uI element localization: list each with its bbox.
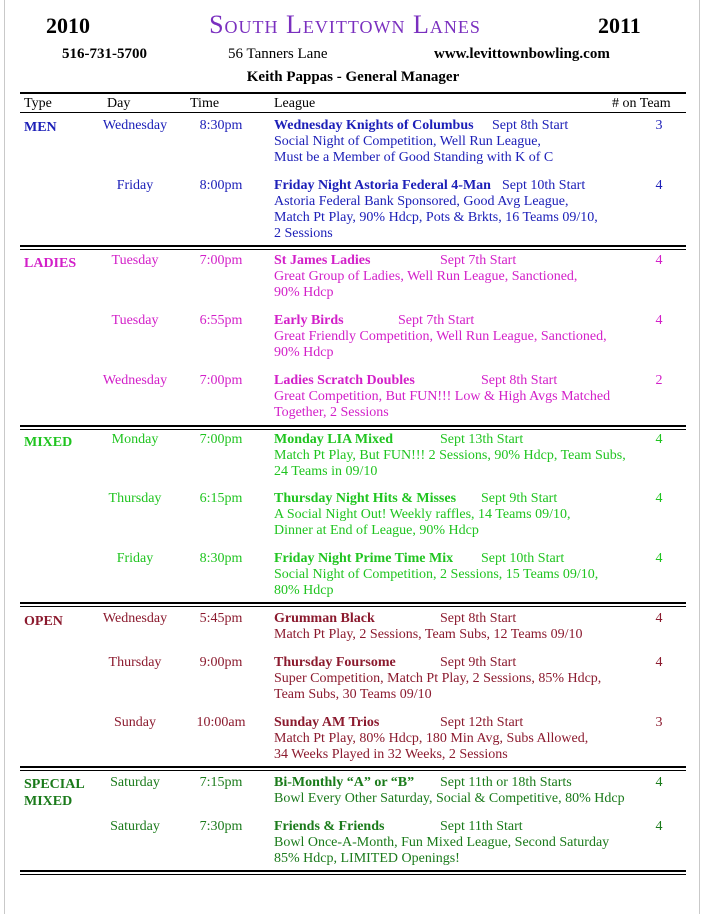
league-start: Sept 12th Start: [440, 715, 524, 730]
league-day: Wednesday: [102, 373, 168, 388]
league-day: Friday: [116, 178, 154, 193]
description-line: 90% Hdcp: [274, 345, 334, 360]
header-rule-top: [20, 92, 686, 94]
address: 56 Tanners Lane: [228, 46, 328, 62]
description-line: Must be a Member of Good Standing with K of C: [274, 150, 554, 165]
description-line: 85% Hdcp, LIMITED Openings!: [274, 851, 460, 866]
description-line: 90% Hdcp: [274, 285, 334, 300]
description-line: Great Friendly Competition, Well Run League, Sanctioned,: [274, 329, 607, 344]
league-description: [274, 507, 654, 539]
description-line: Bowl Once-A-Month, Fun Mixed League, Second Saturday: [274, 835, 610, 850]
year-right: 2011: [598, 13, 641, 38]
league-description: [274, 791, 654, 807]
general-manager: Keith Pappas - General Manager: [246, 69, 460, 85]
league-time: 8:30pm: [199, 118, 243, 133]
type-label-line: SPECIAL: [24, 777, 85, 792]
website: www.levittownbowling.com: [434, 46, 610, 62]
column-league: League: [274, 96, 316, 111]
team-size: 3: [655, 118, 663, 133]
team-size: 4: [655, 432, 663, 447]
league-name: Friday Night Prime Time Mix: [274, 551, 454, 566]
bottom-rule: [20, 874, 686, 875]
description-line: 24 Teams in 09/10: [274, 464, 378, 479]
league-name: Friends & Friends: [274, 819, 385, 834]
league-start: Sept 10th Start: [481, 551, 565, 566]
description-line: Match Pt Play, 90% Hdcp, Pots & Brkts, 16 Teams 09/10,: [274, 210, 598, 225]
league-day: Wednesday: [102, 611, 168, 626]
league-time: 8:30pm: [199, 551, 243, 566]
league-time: 8:00pm: [199, 178, 243, 193]
page-edge-left: [4, 0, 5, 914]
page-edge-right: [699, 0, 700, 914]
league-start: Sept 13th Start: [440, 432, 524, 447]
league-name: Sunday AM Trios: [274, 715, 380, 730]
column-day: Day: [107, 96, 131, 111]
type-label: MEN: [24, 120, 57, 135]
league-start: Sept 8th Start: [492, 118, 569, 133]
league-description: [274, 835, 654, 867]
league-start: Sept 8th Start: [440, 611, 517, 626]
league-name: Thursday Night Hits & Misses: [274, 491, 457, 506]
league-name: Thursday Foursome: [274, 655, 396, 670]
league-start: Sept 10th Start: [502, 178, 586, 193]
league-start: Sept 9th Start: [440, 655, 517, 670]
team-size: 4: [655, 551, 663, 566]
league-name: Early Birds: [274, 313, 344, 328]
league-day: Wednesday: [102, 118, 168, 133]
type-label: OPEN: [24, 614, 63, 629]
type-label: LADIES: [24, 256, 77, 271]
year-left: 2010: [46, 13, 90, 38]
league-time: 6:55pm: [199, 313, 243, 328]
team-size: 2: [655, 373, 663, 388]
league-name: Wednesday Knights of Columbus: [274, 118, 474, 133]
description-line: Social Night of Competition, Well Run League,: [274, 134, 541, 149]
header-rule-bottom: [20, 112, 686, 113]
column-type: Type: [24, 96, 52, 111]
description-line: 80% Hdcp: [274, 583, 334, 598]
league-start: Sept 7th Start: [440, 253, 517, 268]
section-divider: [20, 249, 686, 250]
league-start: Sept 11th or 18th Starts: [440, 775, 572, 790]
description-line: Dinner at End of League, 90% Hdcp: [274, 523, 479, 538]
section-divider: [20, 429, 686, 430]
league-day: Sunday: [114, 715, 156, 730]
section-divider: [20, 602, 686, 604]
league-description: [274, 134, 654, 166]
description-line: Match Pt Play, 80% Hdcp, 180 Min Avg, Subs Allowed,: [274, 731, 589, 746]
section-divider: [20, 770, 686, 771]
description-line: Social Night of Competition, 2 Sessions, 15 Teams 09/10,: [274, 567, 599, 582]
league-name: Bi-Monthly “A” or “B”: [274, 775, 415, 790]
league-time: 10:00am: [196, 715, 246, 730]
league-day: Thursday: [108, 655, 162, 670]
league-time: 6:15pm: [199, 491, 243, 506]
league-description: [274, 329, 654, 361]
team-size: 4: [655, 491, 663, 506]
description-line: A Social Night Out! Weekly raffles, 14 Teams 09/10,: [274, 507, 571, 522]
description-line: Astoria Federal Bank Sponsored, Good Avg League,: [274, 194, 569, 209]
team-size: 3: [655, 715, 663, 730]
league-time: 7:00pm: [199, 373, 243, 388]
team-size: 4: [655, 611, 663, 626]
league-start: Sept 7th Start: [398, 313, 475, 328]
team-size: 4: [655, 253, 663, 268]
description-line: Team Subs, 30 Teams 09/10: [274, 687, 432, 702]
phone-number: 516-731-5700: [62, 46, 147, 62]
description-line: Match Pt Play, But FUN!!! 2 Sessions, 90% Hdcp, Team Subs,: [274, 448, 626, 463]
league-description: [274, 194, 654, 242]
section-divider: [20, 766, 686, 768]
league-description: [274, 448, 654, 480]
league-name: Ladies Scratch Doubles: [274, 373, 415, 388]
league-day: Thursday: [108, 491, 162, 506]
league-time: 7:00pm: [199, 253, 243, 268]
bottom-rule: [20, 870, 686, 872]
league-description: [274, 731, 654, 763]
league-name: Grumman Black: [274, 611, 375, 626]
league-day: Saturday: [110, 775, 160, 790]
team-size: 4: [655, 655, 663, 670]
section-divider: [20, 606, 686, 607]
league-time: 7:00pm: [199, 432, 243, 447]
league-time: 5:45pm: [199, 611, 243, 626]
league-start: Sept 11th Start: [440, 819, 523, 834]
league-time: 9:00pm: [199, 655, 243, 670]
section-divider: [20, 245, 686, 247]
league-day: Tuesday: [111, 313, 159, 328]
league-start: Sept 8th Start: [481, 373, 558, 388]
description-line: Together, 2 Sessions: [274, 405, 389, 420]
league-time: 7:15pm: [199, 775, 243, 790]
league-name: Friday Night Astoria Federal 4-Man: [274, 178, 491, 193]
description-line: 2 Sessions: [274, 226, 333, 241]
league-description: [274, 269, 654, 301]
description-line: Great Group of Ladies, Well Run League, Sanctioned,: [274, 269, 578, 284]
page-title: South Levittown Lanes: [209, 10, 481, 39]
column-time: Time: [190, 96, 220, 111]
team-size: 4: [655, 819, 663, 834]
league-day: Monday: [111, 432, 159, 447]
section-divider: [20, 425, 686, 427]
type-label: [24, 776, 85, 810]
league-description: [274, 389, 654, 421]
league-day: Tuesday: [111, 253, 159, 268]
league-description: [274, 567, 654, 599]
league-start: Sept 9th Start: [481, 491, 558, 506]
league-description: [274, 671, 654, 703]
league-time: 7:30pm: [199, 819, 243, 834]
league-name: St James Ladies: [274, 253, 371, 268]
description-line: Great Competition, But FUN!!! Low & High Avgs Matched: [274, 389, 611, 404]
description-line: 34 Weeks Played in 32 Weeks, 2 Sessions: [274, 747, 508, 762]
description-line: Match Pt Play, 2 Sessions, Team Subs, 12 Teams 09/10: [274, 627, 583, 642]
team-size: 4: [655, 313, 663, 328]
description-line: Bowl Every Other Saturday, Social & Competitive, 80% Hdcp: [274, 791, 625, 806]
team-size: 4: [655, 775, 663, 790]
type-label: MIXED: [24, 435, 73, 450]
description-line: Super Competition, Match Pt Play, 2 Sessions, 85% Hdcp,: [274, 671, 602, 686]
league-day: Saturday: [110, 819, 160, 834]
team-size: 4: [655, 178, 663, 193]
league-name: Monday LIA Mixed: [274, 432, 394, 447]
league-description: [274, 627, 654, 643]
league-day: Friday: [116, 551, 154, 566]
type-label-line: MIXED: [24, 794, 73, 809]
column-team-size: # on Team: [612, 96, 671, 111]
